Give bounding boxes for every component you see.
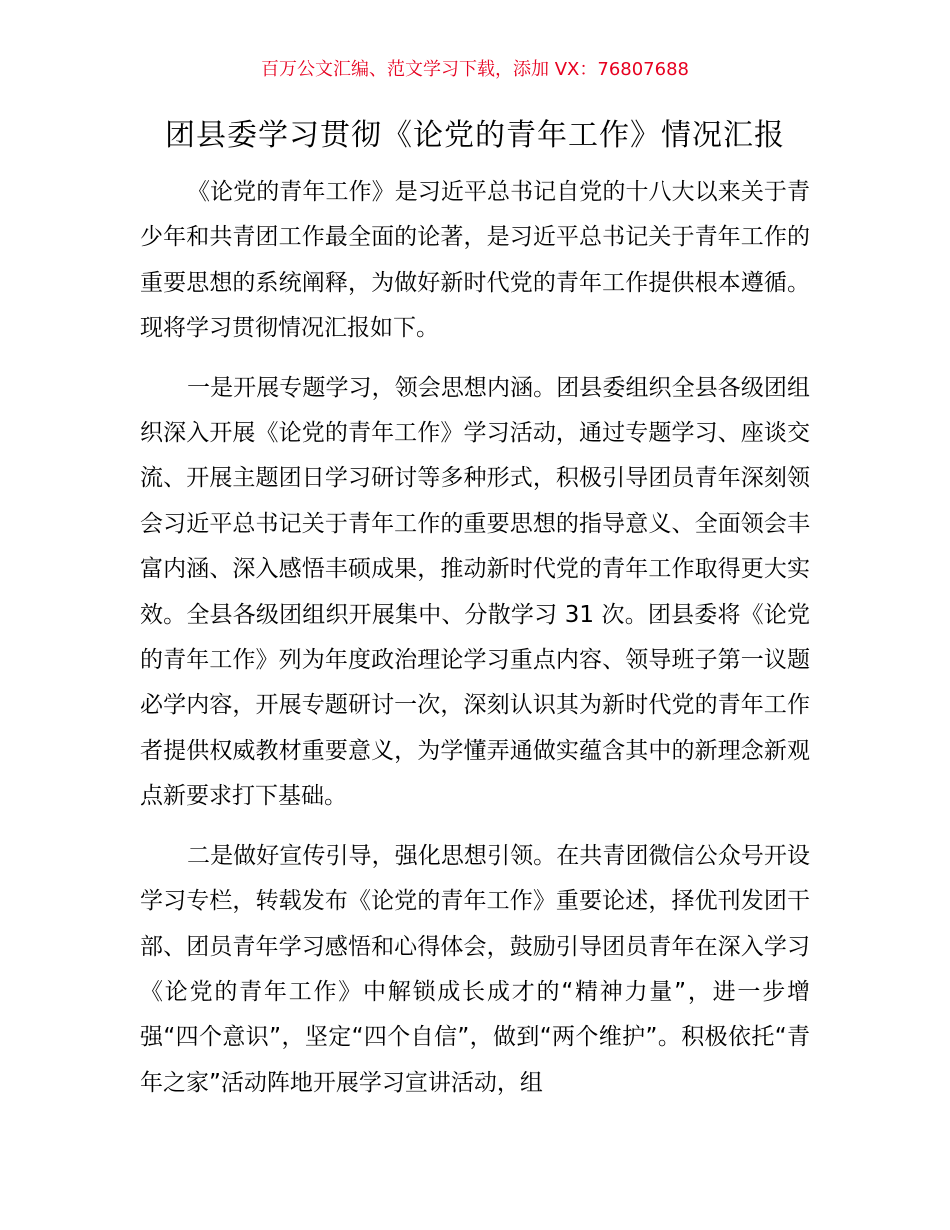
document-body bbox=[140, 170, 810, 1106]
body-paragraph-study: 一是开展专题学习，领会思想内涵。团县委组织全县各级团组织深入开展《论党的青年工作》学习活动，通过专题学习、座谈交流、开展主题团日学习研讨等多种形式，积极引导团员青年深刻领会习近平总书记关于青年工作的重要思想的指导意义、全面领会丰富内涵、深入感悟丰硕成果，推动新时代党的青年工作取得更大实效。全县各级团组织开展集中、分散学习 31 次。团县委将《论党的青年工作》列为年度政治理论学习重点内容、领导班子第一议题必学内容，开展专题研讨一次，深刻认识其为新时代党的青年工作者提供权威教材重要意义，为学懂弄通做实蕴含其中的新理念新观点新要求打下基础。 bbox=[140, 374, 810, 810]
header-note: 百万公文汇编、范文学习下载，添加 VX：76807688 bbox=[261, 59, 689, 80]
document-title: 团县委学习贯彻《论党的青年工作》情况汇报 bbox=[165, 118, 785, 153]
body-paragraph-publicity: 二是做好宣传引导，强化思想引领。在共青团微信公众号开设学习专栏，转载发布《论党的青年工作》重要论述，择优刊发团干部、团员青年学习感悟和心得体会，鼓励引导团员青年在深入学习《论党的青年工作》中解锁成长成才的“精神力量”，进一步增强“四个意识”，坚定“四个自信”，做到“两个维护”。积极依托“青年之家”活动阵地开展学习宣讲活动，组 bbox=[140, 842, 810, 1096]
body-paragraph-intro: 《论党的青年工作》是习近平总书记自党的十八大以来关于青少年和共青团工作最全面的论著，是习近平总书记关于青年工作的重要思想的系统阐释，为做好新时代党的青年工作提供根本遵循。现将学习贯彻情况汇报如下。 bbox=[140, 179, 810, 342]
